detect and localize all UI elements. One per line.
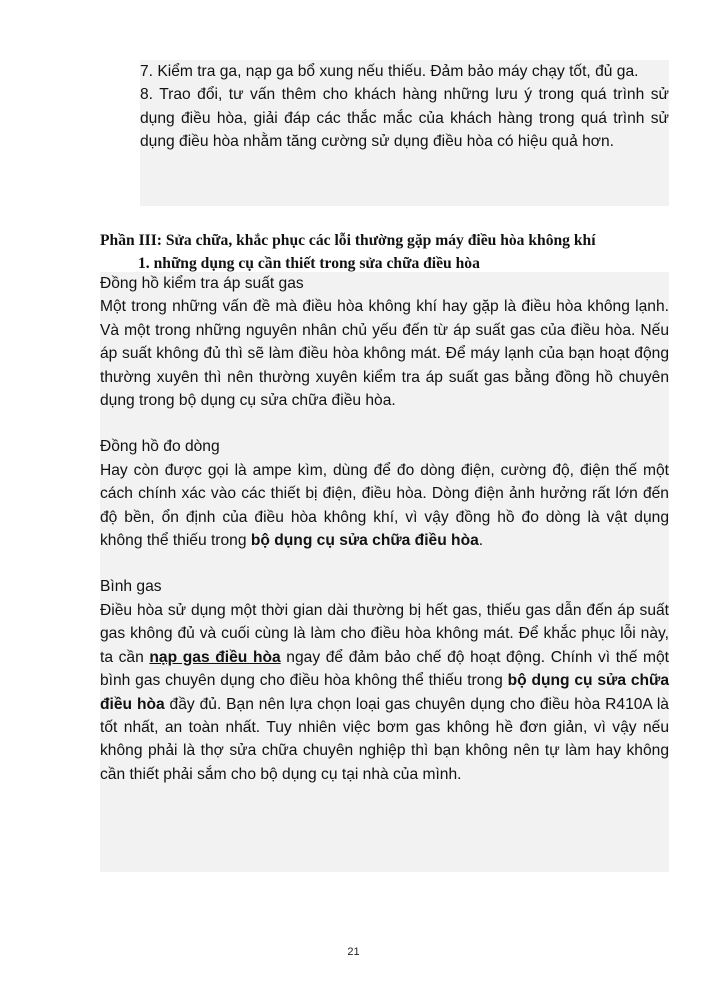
tank-body-text-1: Điều hòa sử dụng một thời gian dài thường bị hết gas, thiếu gas dẫn đến áp suất gas không đủ và cuối cùng là làm cho điều hòa không mát. Để khắc phục lỗi này, ta cần xyxy=(100,601,669,666)
section-heading xyxy=(100,229,680,275)
meter-body-bold: bộ dụng cụ sửa chữa điều hòa xyxy=(250,532,479,550)
page-number: 21 xyxy=(347,946,360,958)
tank-body xyxy=(100,599,669,786)
tools-block xyxy=(100,272,669,872)
tank-body-bold: bộ dụng cụ sửa chữa điều hòa xyxy=(100,672,669,713)
tank-title: Bình gas xyxy=(100,578,162,596)
checklist-item-7: 7. Kiểm tra ga, nạp ga bổ xung nếu thiếu. Đảm bảo máy chạy tốt, đủ ga. xyxy=(140,63,639,80)
meter-body xyxy=(100,459,669,553)
tank-body-text-2: ngay để đảm bảo chế độ hoạt động. Chính vì thế một bình gas chuyên dụng cho điều hòa không thể thiếu trong xyxy=(100,648,669,690)
section-subtitle: 1. những dụng cụ cần thiết trong sửa chữa điều hòa xyxy=(138,255,480,272)
gauge-body: Một trong những vấn đề mà điều hòa không khí hay gặp là điều hòa không lạnh. Và một trong những nguyên nhân chủ yếu đến từ áp suất gas của điều hòa. Nếu áp suất không đủ thì sẽ làm điều hòa không mát. Để máy lạnh của bạn hoạt động thường xuyên thì nên thường xuyên kiểm tra áp suất gas bằng đồng hồ chuyên dụng trong bộ dụng cụ sửa chữa điều hòa. xyxy=(100,298,669,410)
tank-body-text-3: đầy đủ. Bạn nên lựa chọn loại gas chuyên dụng cho điều hòa R410A là tốt nhất, an toàn nhất. Tuy nhiên việc bơm gas không hề đơn giản, vì vậy nếu không phải là thợ sửa chữa chuyên nghiệp thì bạn không nên tự làm hay không cần thiết phải sắm cho bộ dụng cụ tại nhà của mình. xyxy=(100,695,669,783)
section-title: Phần III: Sửa chữa, khắc phục các lỗi thường gặp máy điều hòa không khí xyxy=(100,232,596,249)
gas-refill-link[interactable]: nạp gas điều hòa xyxy=(149,648,281,666)
meter-title: Đồng hồ đo dòng xyxy=(100,438,220,456)
meter-body-text: Hay còn được gọi là ampe kìm, dùng để đo dòng điện, cường độ, điện thế một cách chính xác vào các thiết bị điện, điều hòa. Dòng điện ảnh hưởng rất lớn đến độ bền, ổn định của điều hòa không khí, vì vậy đồng hồ đo dòng là vật dụng không thể thiếu trong xyxy=(100,461,669,550)
checklist-block xyxy=(140,60,669,206)
gauge-title: Đồng hồ kiểm tra áp suất gas xyxy=(100,275,304,292)
checklist-item-8: 8. Trao đổi, tư vấn thêm cho khách hàng những lưu ý trong quá trình sử dụng điều hòa, giải đáp các thắc mắc của khách hàng trong quá trình sử dụng điều hòa nhằm tăng cường sử dụng điều hòa có hiệu quả hơn. xyxy=(140,86,669,151)
meter-body-end: . xyxy=(478,532,484,550)
